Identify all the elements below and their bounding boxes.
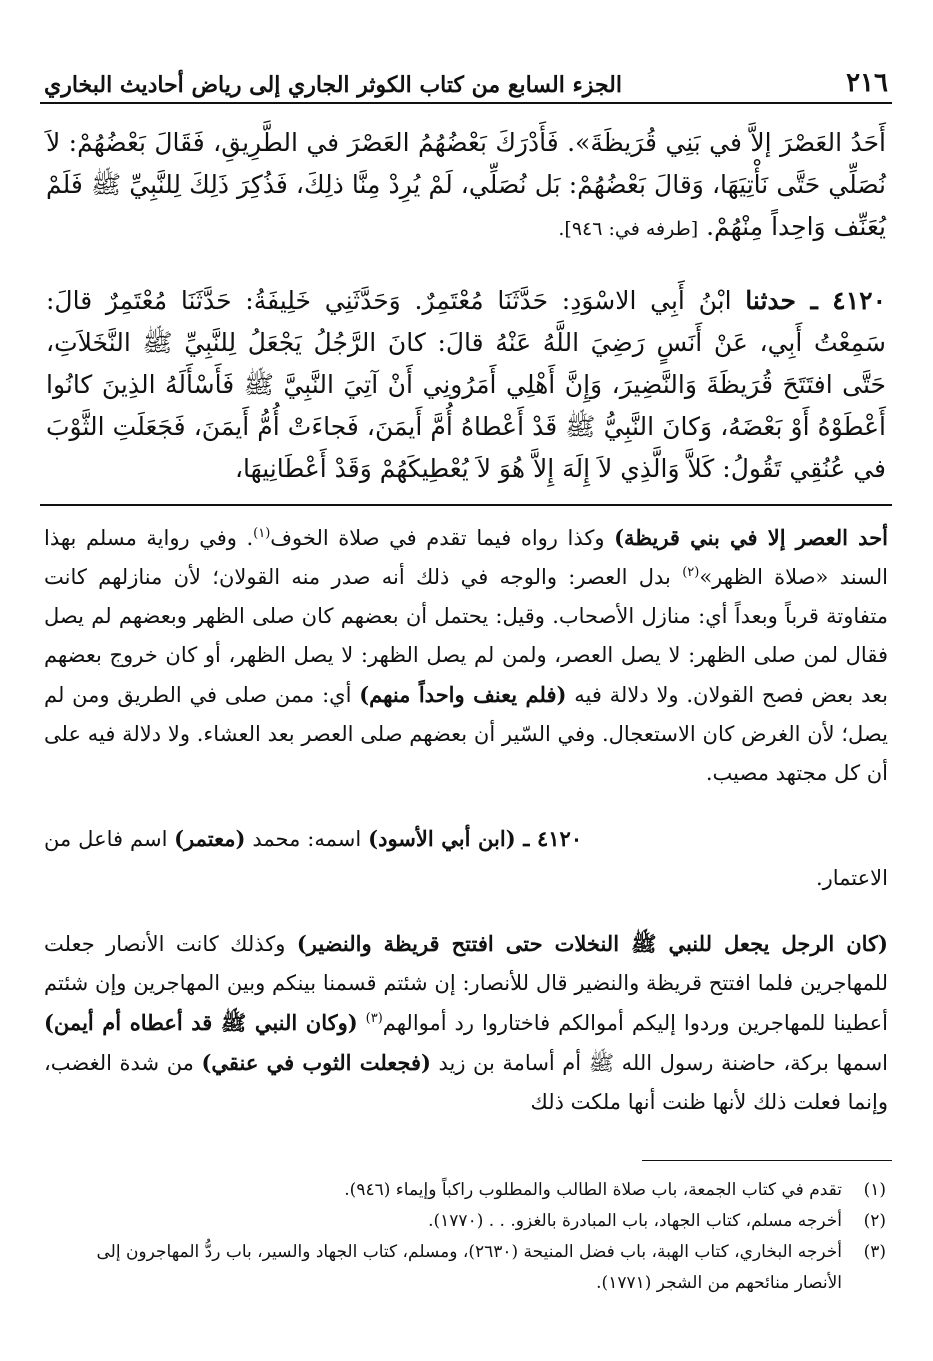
hadith-block-1 bbox=[46, 122, 886, 250]
page-header bbox=[40, 56, 892, 104]
commentary-quote: (وكان النبي ﷺ قد أعطاه أم أيمن) bbox=[44, 1010, 358, 1035]
page-number: ٢١٦ bbox=[846, 68, 888, 98]
commentary-text: . وفي رواية مسلم بهذا السند «صلاة الظهر» bbox=[44, 526, 889, 589]
commentary bbox=[44, 518, 888, 1122]
commentary-quote: (فلم يعنف واحداً منهم) bbox=[359, 682, 567, 707]
commentary-hadith-number: ٤١٢٠ ـ bbox=[515, 826, 583, 851]
commentary-quote: (فجعلت الثوب في عنقي) bbox=[201, 1050, 431, 1075]
book-page bbox=[40, 56, 892, 1299]
commentary-text: من شدة الغضب، وإنما فعلت ذلك لأنها ظنت أنها ملكت ذلك bbox=[44, 1051, 888, 1114]
hadith-number: ٤١٢٠ ـ حدثنا bbox=[745, 286, 886, 315]
footnote-ref: (٢) bbox=[682, 565, 700, 580]
footnote bbox=[46, 1175, 886, 1206]
footnote-text: تقدم في كتاب الجمعة، باب صلاة الطالب والمطلوب راكباً وإيماء (٩٤٦). bbox=[344, 1180, 842, 1200]
footnote-text: أخرجه البخاري، كتاب الهبة، باب فضل المنيحة (٢٦٣٠)، ومسلم، كتاب الجهاد والسير، باب ردُّ المهاجرون إلى الأنصار منائحهم من الشجر (١٧٧١). bbox=[96, 1242, 842, 1293]
footnote-rule bbox=[642, 1160, 892, 1161]
commentary-text: أي: ممن صلى في الطريق ومن لم يصل؛ لأن الغرض كان الاستعجال. وفي السّير أن بعضهم صلى العصر بعد العشاء. ولا دلالة فيه على أن كل مجتهد مصيب. bbox=[44, 683, 888, 785]
footnote-number: (٣) bbox=[863, 1242, 886, 1262]
commentary-text: بدل العصر: والوجه في ذلك أنه صدر منه القولان؛ لأن منازلهم كانت متفاوتة قرباً وبعداً أي: منازل الأصحاب. وقيل: يحتمل أن بعضهم كان صلى الظهر وبعضهم لم يصل فقال لمن صلى الظهر: لا يصل العصر، ولمن لم يصل الظهر: لا يصل الظهر، أو كان خروج بعضهم بعد بعض فصح القولان. ولا دلالة فيه bbox=[44, 565, 888, 707]
commentary-quote: أحد العصر إلا في بني قريظة) bbox=[614, 525, 889, 550]
footnote-number: (١) bbox=[863, 1180, 886, 1200]
commentary-quote: (كان الرجل يجعل للنبي ﷺ النخلات حتى افتتح قريظة والنضير) bbox=[296, 931, 888, 956]
footnote bbox=[46, 1206, 886, 1237]
commentary-text: اسمها بركة، حاضنة رسول الله ﷺ أم أسامة بن زيد bbox=[430, 1051, 889, 1075]
commentary-text: وكذا رواه فيما تقدم في صلاة الخوف bbox=[270, 526, 615, 550]
footnotes bbox=[46, 1175, 886, 1299]
commentary-quote: (ابن أبي الأسود) bbox=[368, 826, 516, 851]
commentary-paragraph-3 bbox=[44, 924, 888, 1122]
hadith-block-2 bbox=[46, 280, 886, 490]
commentary-paragraph-2 bbox=[44, 819, 888, 898]
commentary-text: اسمه: محمد bbox=[245, 827, 369, 851]
commentary-paragraph-1 bbox=[44, 518, 888, 793]
footnote-ref: (١) bbox=[253, 526, 271, 541]
commentary-text: اسم فاعل من الاعتمار. bbox=[44, 827, 888, 890]
hadith-block-1-text: أَحَدُ العَصْرَ إلاَّ في بَنِي قُرَيظَةَ». فَأَدْرَكَ بَعْضُهُمُ العَصْرَ في الطَّرِيقِ، فَقَالَ بَعْضُهُمْ: لاَ نُصَلِّي حَتَّى نَأْتِيَهَا، وَقالَ بَعْضُهُمْ: بَل نُصَلِّي، لَمْ يُرِدْ مِنَّا ذلِكَ، فَذُكِرَ ذَلِكَ لِلنَّبِيِّ ﷺ فَلَمْ يُعَنِّف وَاحِداً مِنْهُمْ. bbox=[46, 128, 886, 241]
footnote bbox=[46, 1237, 886, 1299]
running-title: الجزء السابع من كتاب الكوثر الجاري إلى رياض أحاديث البخاري bbox=[44, 72, 622, 98]
section-divider bbox=[40, 504, 892, 506]
commentary-text: وكذلك كانت الأنصار جعلت للمهاجرين فلما افتتح قريظة والنضير قال للأنصار: إن شئتم قسمنا بينكم وبين المهاجرين وإن شئتم أعطينا للمهاجرين وردوا إليكم أموالكم فاختاروا رد أموالهم bbox=[44, 932, 888, 1035]
footnote-text: أخرجه مسلم، كتاب الجهاد، باب المبادرة بالغزو. . . (١٧٧٠). bbox=[428, 1211, 842, 1231]
hadith-block-2-text: ابْنُ أَبِي الاسْوَدِ: حَدَّثَنَا مُعْتَمِرٌ. وَحَدَّثَنِي خَلِيفَةُ: حَدَّثَنَا مُعْتَمِرٌ قالَ: سَمِعْتُ أَبِي، عَنْ أَنَسٍ رَضِيَ اللَّهُ عَنْهُ قالَ: كانَ الرَّجُلُ يَجْعَلُ لِلنَّبِيِّ ﷺ النَّخَلاَتِ، حَتَّى افتَتَحَ قُرَيظَةَ وَالنَّضِيرَ، وَإِنَّ أَهْلِي أَمَرُونِي أَنْ آتِيَ النَّبِيَّ ﷺ فَأَسْأَلَهُ الذِينَ كانُوا أَعْطَوْهُ أَوْ بَعْضَهُ، وَكانَ النَّبِيُّ ﷺ قَدْ أَعْطاهُ أُمَّ أَيمَنَ، فَجاءَتْ أُمُّ أَيمَنَ، فَجَعَلَتِ الثَّوْبَ في عُنُقِي تَقُولُ: كَلاَّ وَالَّذِي لاَ إِلَهَ إِلاَّ هُوَ لاَ يُعْطِيكَهُمْ وَقَدْ أَعْطَانِيهَا، bbox=[46, 286, 886, 483]
hadith-text bbox=[46, 122, 886, 490]
footnote-ref: (٣) bbox=[365, 1011, 383, 1026]
hadith-block-1-reference: [طرفه في: ٩٤٦]. bbox=[558, 218, 699, 240]
commentary-quote: (معتمر) bbox=[174, 826, 246, 851]
commentary-text bbox=[358, 1011, 366, 1035]
footnote-number: (٢) bbox=[863, 1211, 886, 1231]
